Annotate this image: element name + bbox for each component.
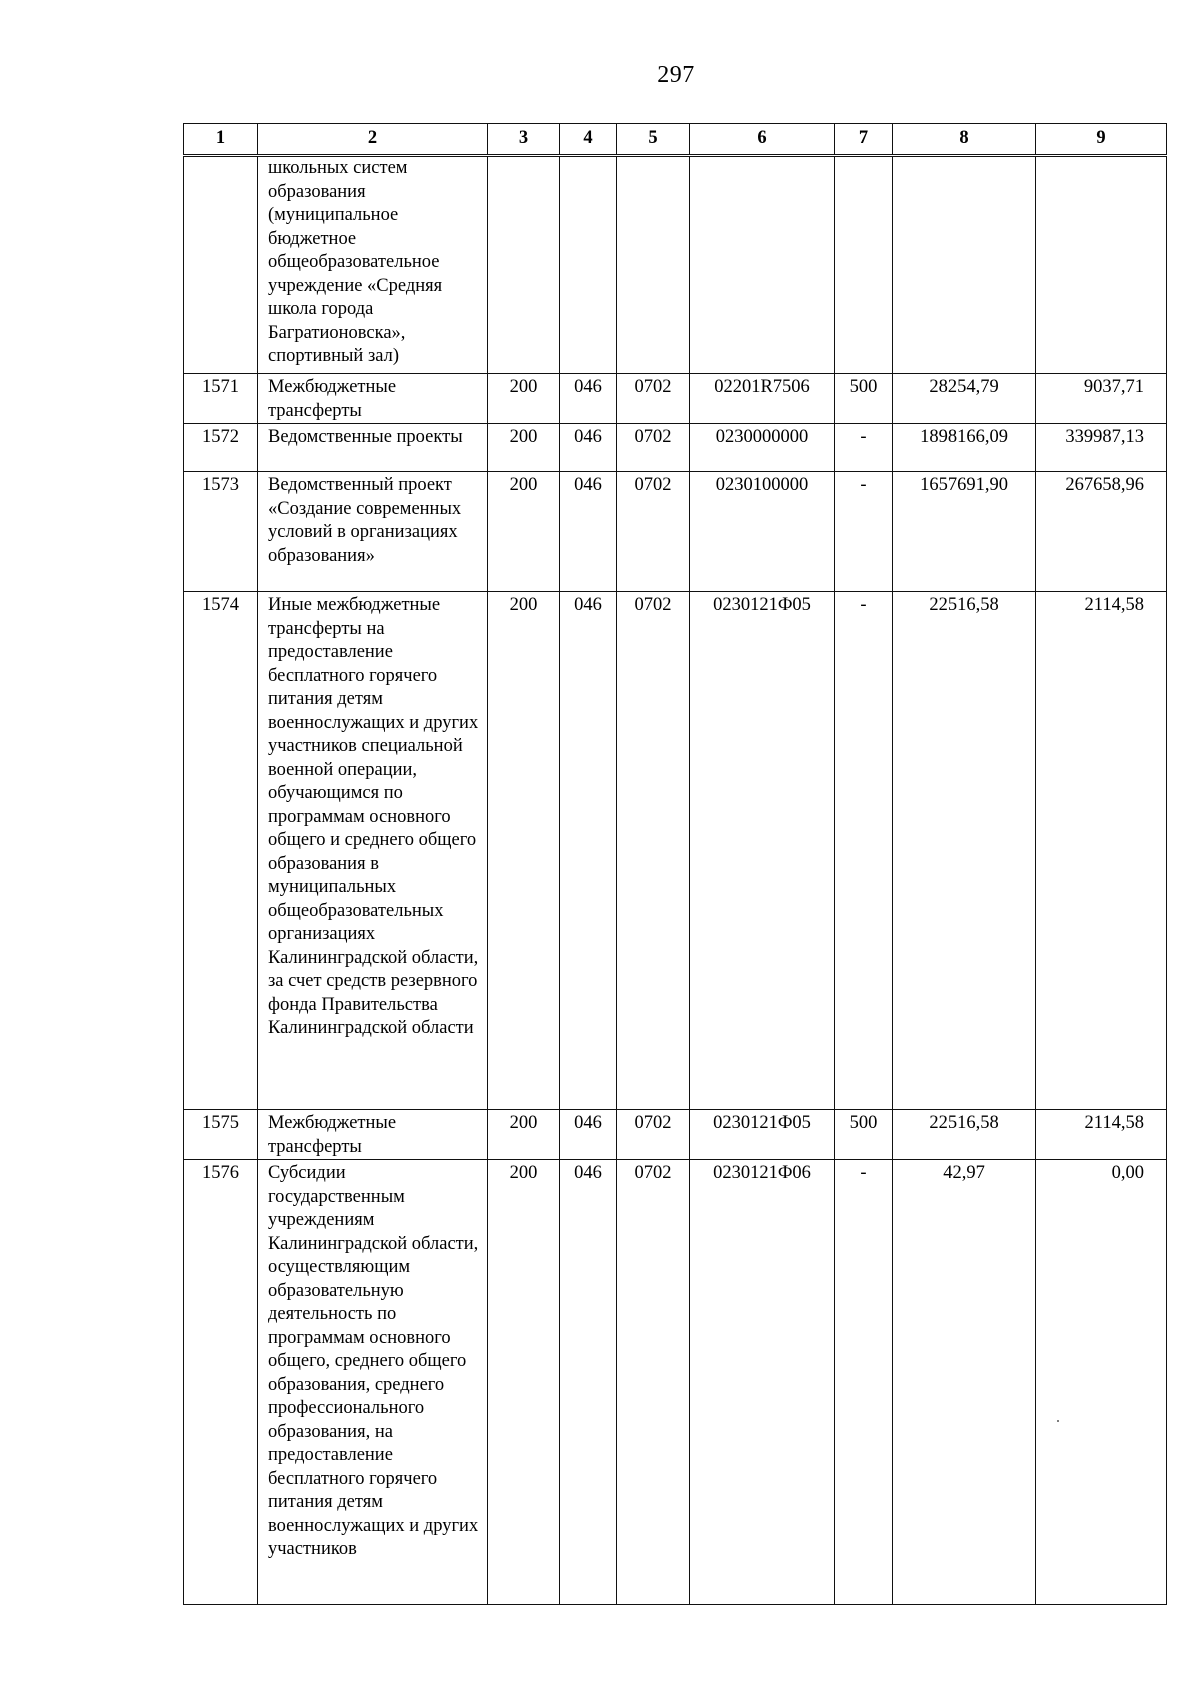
row-name: Иные межбюджетные трансферты на предоставление бесплатного горячего питания детям военнослужащих и других участников специальной военной операции, обучающимся по программам основного общего и среднего общего образования в муниципальных общеобразовательных организациях Калининградской области, за счет средств резервного фонда Правительства Калининградской области [258,592,488,1110]
page-number: 297 [657,62,695,88]
scan-speck [1057,1420,1059,1422]
row-c5 [617,156,690,374]
row-c5: 0702 [617,592,690,1110]
row-c5: 0702 [617,424,690,472]
row-c8: 1657691,90 [893,472,1036,592]
row-name: школьных систем образования (муниципальное бюджетное общеобразовательное учреждение «Средняя школа города Багратионовска», спортивный зал) [258,156,488,374]
row-c3: 200 [488,1110,560,1160]
table-row [184,1110,1167,1160]
row-c4: 046 [560,1110,617,1160]
row-number [184,156,258,374]
row-c3: 200 [488,424,560,472]
row-c5: 0702 [617,374,690,424]
column-header-5: 5 [617,124,690,156]
row-c4: 046 [560,374,617,424]
row-c4: 046 [560,424,617,472]
column-header-9: 9 [1036,124,1167,156]
row-number: 1573 [184,472,258,592]
row-c7: - [835,592,893,1110]
row-c7: - [835,1160,893,1605]
row-c8: 28254,79 [893,374,1036,424]
row-c3 [488,156,560,374]
row-c9: 0,00 [1036,1160,1167,1605]
row-c9: 9037,71 [1036,374,1167,424]
row-c8 [893,156,1036,374]
row-number: 1572 [184,424,258,472]
row-c7: 500 [835,1110,893,1160]
row-c8: 22516,58 [893,592,1036,1110]
row-name: Субсидии государственным учреждениям Калининградской области, осуществляющим образовательную деятельность по программам основного общего, среднего общего образования, среднего профессионального образования, на предоставление бесплатного горячего питания детям военнослужащих и других участников [258,1160,488,1605]
row-c3: 200 [488,1160,560,1605]
table-row [184,156,1167,374]
row-name: Межбюджетные трансферты [258,374,488,424]
row-name: Межбюджетные трансферты [258,1110,488,1160]
column-header-8: 8 [893,124,1036,156]
row-c4: 046 [560,1160,617,1605]
row-c9: 339987,13 [1036,424,1167,472]
row-c8: 1898166,09 [893,424,1036,472]
row-c6 [690,156,835,374]
row-number: 1574 [184,592,258,1110]
table-row [184,472,1167,592]
row-number: 1575 [184,1110,258,1160]
row-c7 [835,156,893,374]
row-c6: 0230121Ф06 [690,1160,835,1605]
budget-table [183,123,1167,1605]
table-row [184,374,1167,424]
table-row [184,424,1167,472]
row-c6: 0230000000 [690,424,835,472]
row-c9 [1036,156,1167,374]
row-c7: 500 [835,374,893,424]
row-c6: 0230100000 [690,472,835,592]
row-c5: 0702 [617,1160,690,1605]
row-c3: 200 [488,472,560,592]
row-c7: - [835,472,893,592]
column-header-2: 2 [258,124,488,156]
column-header-4: 4 [560,124,617,156]
column-header-1: 1 [184,124,258,156]
row-c6: 0230121Ф05 [690,592,835,1110]
row-c9: 2114,58 [1036,592,1167,1110]
row-c8: 42,97 [893,1160,1036,1605]
row-c6: 0230121Ф05 [690,1110,835,1160]
row-name: Ведомственный проект «Создание современных условий в организациях образования» [258,472,488,592]
row-c6: 02201R7506 [690,374,835,424]
row-c4 [560,156,617,374]
row-c3: 200 [488,374,560,424]
table-row [184,1160,1167,1605]
column-header-6: 6 [690,124,835,156]
row-c9: 2114,58 [1036,1110,1167,1160]
row-c5: 0702 [617,472,690,592]
table-row [184,592,1167,1110]
row-name: Ведомственные проекты [258,424,488,472]
row-number: 1576 [184,1160,258,1605]
row-c8: 22516,58 [893,1110,1036,1160]
row-number: 1571 [184,374,258,424]
row-c9: 267658,96 [1036,472,1167,592]
row-c4: 046 [560,472,617,592]
column-header-7: 7 [835,124,893,156]
row-c7: - [835,424,893,472]
row-c3: 200 [488,592,560,1110]
column-header-3: 3 [488,124,560,156]
row-c5: 0702 [617,1110,690,1160]
header-row [184,124,1167,156]
row-c4: 046 [560,592,617,1110]
